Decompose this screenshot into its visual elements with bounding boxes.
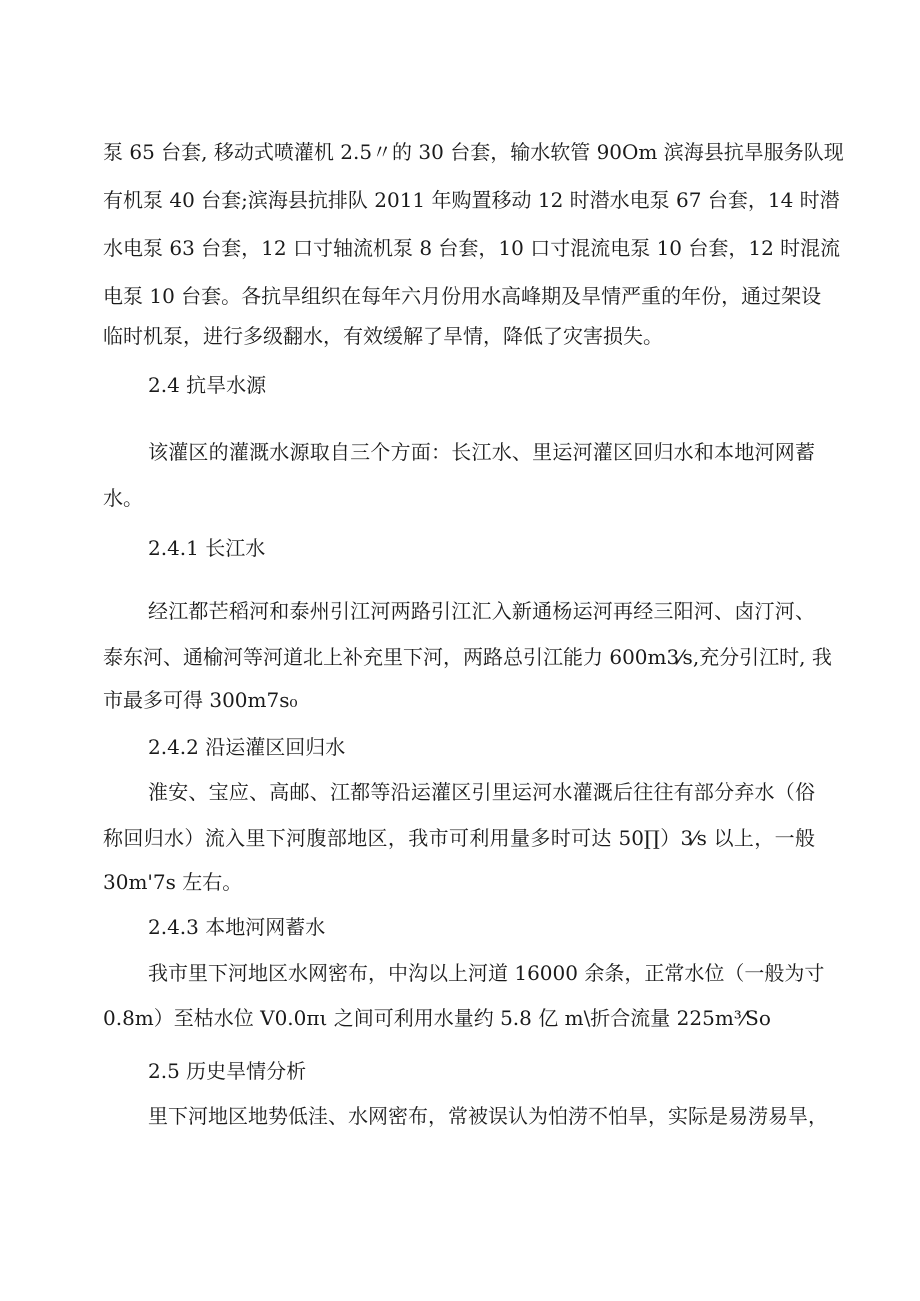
paragraph-line: 里下河地区地势低洼、水网密布，常被误认为怕涝不怕旱，实际是易涝易旱，	[148, 1104, 828, 1128]
section-heading-2-4: 2.4 抗旱水源	[148, 373, 267, 397]
paragraph-line: 0.8m）至枯水位 V0.0πι 之间可利用水量约 5.8 亿 m\折合流量 225m³⁄So	[103, 1006, 771, 1030]
paragraph-line: 该灌区的灌溉水源取自三个方面：长江水、里运河灌区回归水和本地河网蓄	[148, 440, 815, 464]
paragraph-line: 泰东河、通榆河等河道北上补充里下河，两路总引江能力 600m3⁄s,充分引江时, 我	[103, 645, 832, 669]
paragraph-line: 泵 65 台套, 移动式喷灌机 2.5〃的 30 台套，输水软管 90Om 滨海县抗旱服务队现	[103, 140, 844, 164]
paragraph-line: 淮安、宝应、高邮、江都等沿运灌区引里运河水灌溉后往往有部分弃水（俗	[148, 780, 815, 804]
paragraph-line: 电泵 10 台套。各抗旱组织在每年六月份用水高峰期及旱情严重的年份，通过架设	[103, 284, 822, 308]
section-heading-2-4-2: 2.4.2 沿运灌区回归水	[148, 735, 346, 759]
paragraph-line: 水。	[103, 486, 143, 510]
section-heading-2-4-1: 2.4.1 长江水	[148, 536, 266, 560]
paragraph-line: 临时机泵，进行多级翻水，有效缓解了旱情，降低了灾害损失。	[103, 324, 663, 348]
paragraph-line: 30m'7s 左右。	[103, 870, 243, 894]
section-heading-2-5: 2.5 历史旱情分析	[148, 1059, 307, 1083]
section-heading-2-4-3: 2.4.3 本地河网蓄水	[148, 915, 326, 939]
paragraph-line: 水电泵 63 台套，12 口寸轴流机泵 8 台套，10 口寸混流电泵 10 台套，12 时混流	[103, 236, 841, 260]
paragraph-line: 经江都芒稻河和泰州引江河两路引江汇入新通杨运河再经三阳河、卤汀河、	[148, 599, 815, 623]
paragraph-line: 市最多可得 300m7s₀	[103, 688, 298, 712]
paragraph-line: 我市里下河地区水网密布，中沟以上河道 16000 余条，正常水位（一般为寸	[148, 961, 825, 985]
paragraph-line: 有机泵 40 台套;滨海县抗排队 2011 年购置移动 12 时潜水电泵 67 台套，14 时潜	[103, 188, 840, 212]
paragraph-line: 称回归水）流入里下河腹部地区，我市可利用量多时可达 50∏）3⁄s 以上，一般	[103, 826, 815, 850]
